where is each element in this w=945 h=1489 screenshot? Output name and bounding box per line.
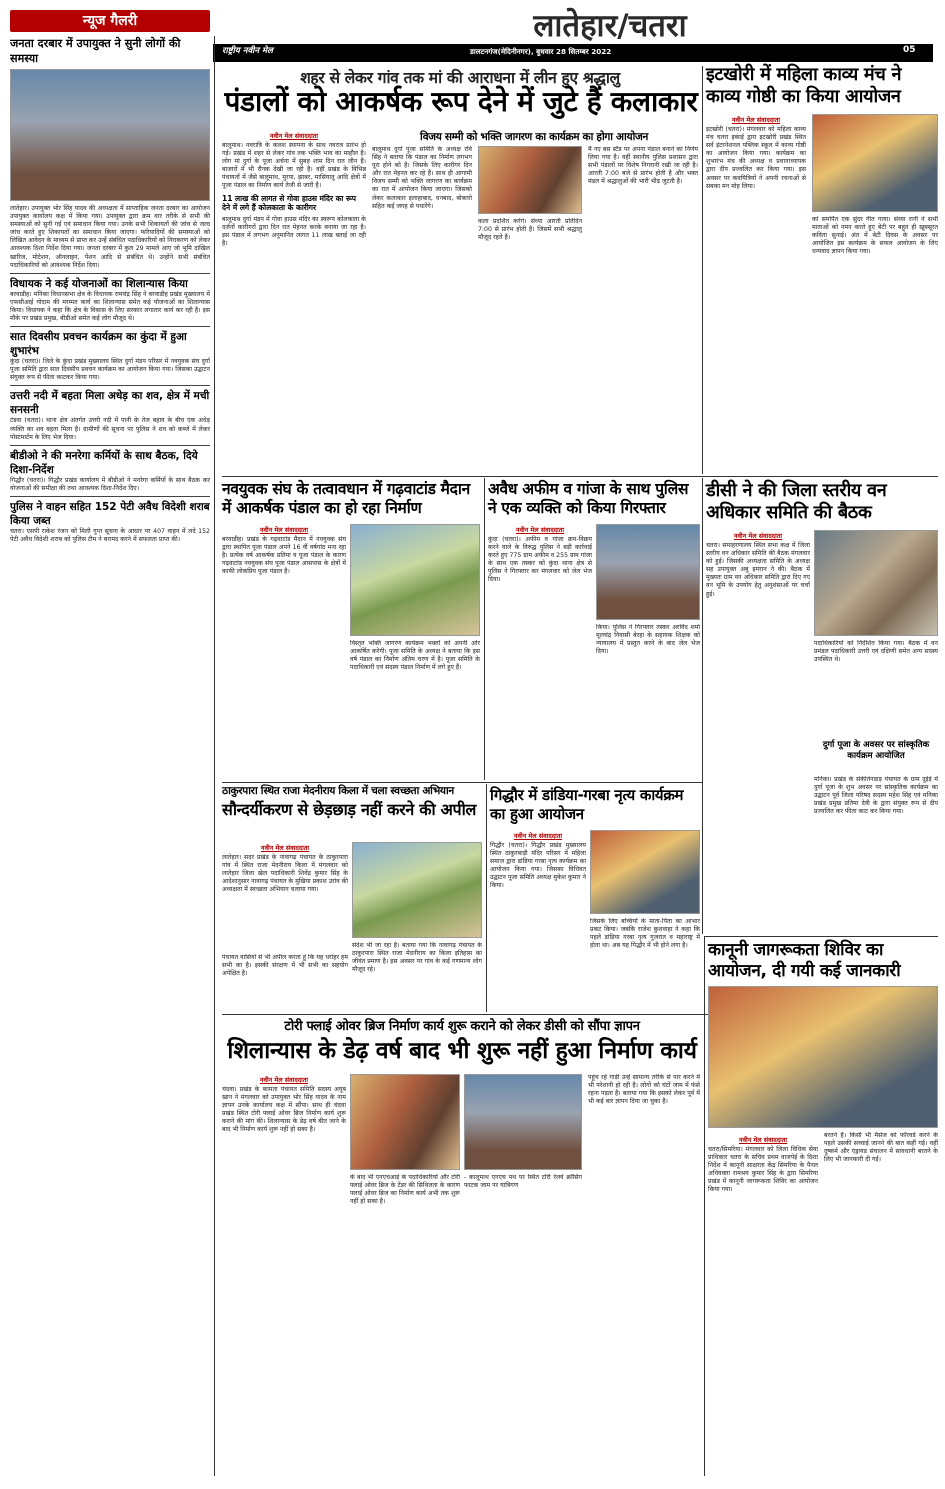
lead2-headline: विजय सम्मी को भक्ति जागरण का कार्यक्रम का होगा आयोजन (419, 131, 649, 143)
navyuvak-col-a (222, 522, 346, 780)
dc-col-a (706, 528, 810, 834)
tori-caption: - कालूमाथ एनएच पथ पर स्थित टोरी रेलवे क्रॉसिंग फाटक जाम पर यात्रिगण (464, 1174, 582, 1190)
gallery-body-6: चतरा। एसपी राकेश रंजन को मिली गुप्त सूचना के आधार पर 407 वाहन में लदे 152 पेटी अवैध विदेशी शराब को पुलिस टीम ने बरामद करने में सफलता प्राप्त की। (10, 527, 210, 543)
raja-col-c (352, 942, 482, 1012)
column-divider (704, 936, 705, 1476)
itkhori-byline: नवीन मेल संवाददाता (731, 116, 781, 124)
lead-kicker: शहर से लेकर गांव तक मां की आराधना में लीन हुए श्रद्धालु (300, 69, 620, 87)
itkhori-body-2: को समर्पित एक सुंदर गीत गाया। संध्या रानी ने सभी माताओं को नमन करते हुए बेटी पर बहुत ही खूबसूरत कविता सुनाई। अंत में बेटी दिवस के अवसर पर आयोजित इस कार्यक्रम के सफल आयोजन के लिए धन्यवाद ज्ञापन किया गया। (812, 216, 938, 256)
tori-byline: नवीन मेल संवाददाता (259, 1076, 309, 1084)
lead-body-2: बालूमाथ दुर्गा मंडप में गोवा हाउस मंदिर का स्वरूप कोलकाता के दर्जनों कारीगरों द्वारा दिन रात मेहनत करके बनाया जा रहा है। इस पंडाल में लगभग अनुमानित लागत 11 लाख बताई जा रही है। (222, 215, 366, 247)
navyuvak-body-2: विस्तृत भक्ति जागरण कार्यक्रम भक्तों को अपनी ओर आकर्षित करेगी। पूजा समिति के अध्यक्ष ने बताया कि इस वर्ष पंडाल का निर्माण अंतिम चरण में है। पूजा समिति के पदाधिकारी एवं सदस्य पंडाल निर्माण में लगे हुए हैं। (350, 640, 480, 672)
tori-body-2: के बाद भी एनएचआई के पदाधिकारियों और टोरी फ्लाई ओवर ब्रिज के टेंडर की सिथिलता के कारण फ्लाई ओवर ब्रिज का निर्माण कार्य अभी तक शुरू नहीं हो सका है। (350, 1174, 460, 1206)
page-number: 05 (903, 45, 916, 55)
raja-body-3: संदेश भी जा रहा है। बताया गया कि नावागढ़ पंचायत के ठाकुरपारा स्थित राजा मेदनीराय का किला इतिहास का जीवंत प्रमाण है। इस अवसर पर गांव के कई गणमान्य लोग मौजूद रहे। (352, 942, 482, 974)
durga-body-col (814, 776, 938, 934)
gallery-tag: न्यूज गैलरी (10, 10, 210, 32)
kanooni-byline: नवीन मेल संवाददाता (738, 1136, 788, 1144)
raja-body: लातेहार। सदर प्रखंड के नावागढ़ पंचायत के ठाकुरपारा गांव में स्थित राजा मेदनीराय किला में मंगलवार को लातेहार जिला खेल पदाधिकारी शिवेंद्र कुमार सिंह के आदेशानुसार नावागढ़ पंचायत के मुखिया प्रकाश उरांव की अध्यक्षता में स्वच्छता अभियान चलाया गया। (222, 854, 348, 894)
column-divider (484, 478, 485, 780)
dandiya-body-2: जिसके लिए बच्चियों के माता-पिता का आभार प्रकट किया। जबकि राजेश कुशवाहा ने कहा कि पहले डांडिया गरबा नृत्य गुजरात व महाराष्ट्र में होता था। अब यह गिद्धौर में भी होने लगा है। (590, 918, 700, 950)
brand-logo: राष्ट्रीय नवीन मेल (222, 46, 273, 56)
lead2-col-a (372, 146, 472, 474)
tori-photo-1 (350, 1074, 460, 1170)
navyuvak-col-b (350, 640, 480, 780)
raja-photo (352, 842, 482, 938)
column-divider (214, 36, 215, 1476)
itkhori-headline: इटखोरी में महिला काव्य मंच ने काव्य गोष्ठी का किया आयोजन (706, 64, 902, 107)
opium-byline: नवीन मेल संवाददाता (515, 526, 565, 534)
column-divider (702, 478, 703, 934)
tori-col-c (464, 1174, 582, 1472)
kanooni-body: चतरा/सिमरिया। मंगलवार को जिला विधिक सेवा प्राधिकार चतरा के सचिव प्रथम वाजपेई के दिशा निर्देश में कानूनी साक्षरता केंद्र सिमरिया के पैनल अधिवक्ता रामश्रय कुमार सिंह के द्वारा सिमरिया प्रखंड में कानूनी जागरूकता शिविर का आयोजन किया गया। (708, 1146, 818, 1194)
lead2-col-b (478, 218, 582, 474)
opium-photo (596, 524, 700, 620)
itkhori-body: इटखोरी (चतरा)। मंगलवार को महिला काव्य मंच चतरा इकाई द्वारा इटखोरी प्रखंड स्थित सर्व इंटरनेशनल पब्लिक स्कूल में काव्य गोष्ठी का आयोजन किया गया। कार्यक्रम का शुभारंभ मंच की अध्यक्ष व प्रधानाध्यापक द्वारा दीप प्रज्वलित कर किया गया। इस अवसर पर कवयित्रियों ने अपनी रचनाओं से सबका मन मोह लिया। (706, 126, 806, 190)
gallery-body-1: लातेहार। उपायुक्त भोर सिंह यादव की अध्यक्षता में साप्ताहिक जनता दरबार का आयोजन उपायुक्त कार्यालय कक्ष में किया गया। उपायुक्त द्वारा क्रम वार तरीके से सभी की समस्याओं को सुनी गई एवं समाधान किया गया। उनके सभी शिकायतों की जांच से जल्द जांच करते हुए शिकायतों का समाधान किया जाएगा। फरियादियों की समस्याओं को लिखित आवेदन के माध्यम से प्राप्त कर उन्हें संबंधित पदाधिकारियों को निराकरण को लेकर आवश्यक दिशा निर्देश दिया गया। जनता दरबार में कुल 29 मामले आए जो भूमि दाखिल खारिज, मोटेशन, ऑनलाइन, पेंशन आदि से संबंधित थे। उन्होंने सभी संबंधित पदाधिकारियों को आवश्यक निर्देश दिया। (10, 205, 210, 269)
lead-headline: पंडालों को आकर्षक रूप देने में जुटे हैं कलाकार (224, 85, 698, 118)
gallery-column (10, 36, 210, 1456)
row-divider (222, 782, 702, 783)
raja-headline: सौन्दर्यीकरण से छेड़छाड़ नहीं करने की अपील (222, 800, 477, 819)
column-divider (486, 784, 487, 1012)
tori-body-3: पहुंच रहे गाड़ी उन्हें सामान्य तरीके से पार करने में भी परेशानी हो रही है। लोगों को घंटों जाम में फंसे रहना पड़ता है। बताया गया कि इसको लेकर पूर्व में भी कई बार ज्ञापन दिया जा चुका है। (588, 1074, 700, 1106)
dandiya-col-b (590, 918, 700, 1012)
lead-byline: नवीन मेल संवाददाता (269, 132, 319, 140)
column-divider (702, 66, 703, 474)
gallery-headline-5: बीडीओ ने की मनरेगा कर्मियों के साथ बैठक, दिये दिशा-निर्देश (10, 445, 210, 477)
lead2-body: बालूमाथ दुर्गा पूजा समिति के अध्यक्ष रवि सिंह ने बताया कि पंडाल का निर्माण लगभग पूरा होने को है। जिसके लिए कारीगर दिन और रात मेहनत कर रहे हैं। साथ ही आगामी विजय सम्मी को भक्ति जागरण का कार्यक्रम का रात में आयोजन किया जाएगा। जिसको लेकर कलाकार इलाहाबाद, धनबाद, बोकारो सहित कई जगह से पधारेंगे। (372, 146, 472, 210)
gallery-body-3: कुंदा (चतरा)। जिले के कुंदा प्रखंड मुख्यालय स्थित दुर्गा मंडप परिसर में नवयुवक संघ दुर्गा पूजा समिति द्वारा सात दिवसीय प्रवचन कार्यक्रम का आयोजन किया गया। जिसका उद्घाटन संयुक्त रूप से फीता काटकर किया गया। (10, 358, 210, 382)
gallery-body-5: गिद्धौर (चतरा)। गिद्धौर प्रखंड कार्यालय में बीडीओ ने मनरेगा कर्मियों के साथ बैठक कर योजनाओं की समीक्षा की तथा आवश्यक दिशा-निर्देश दिए। (10, 476, 210, 492)
dc-byline: नवीन मेल संवाददाता (733, 532, 783, 540)
dandiya-byline: नवीन मेल संवाददाता (513, 832, 563, 840)
dandiya-headline: गिद्धौर में डांडिया-गरबा नृत्य कार्यक्रम का हुआ आयोजन (490, 786, 684, 823)
dc-col-b (814, 640, 938, 736)
pandal-photo (478, 146, 582, 214)
dandiya-col-a (490, 828, 586, 1012)
gallery-headline-6: पुलिस ने वाहन सहित 152 पेटी अवैध विदेशी शराब किया जब्त (10, 496, 210, 528)
tori-col-b (350, 1174, 460, 1472)
gallery-headline-3: सात दिवसीय प्रवचन कार्यक्रम का कुंदा में हुआ शुभारंभ (10, 326, 210, 358)
lead-column (222, 128, 366, 473)
kanooni-photo (708, 986, 938, 1128)
gallery-body-4: टंडवा (चतरा)। थाना क्षेत्र अंतर्गत उत्तरी नदी में पानी के तेज बहाव के बीच एक अधेड़ व्यक्ति का शव बहता मिला है। ग्रामीणों की सूचना पर पुलिस ने शव को कब्जे में लेकर पोस्टमार्टम के लिए भेज दिया। (10, 417, 210, 441)
kanooni-headline: कानूनी जागरूकता शिविर का आयोजन, दी गयी कई जानकारी (708, 940, 901, 981)
opium-headline: अवैध अफीम व गांजा के साथ पुलिस ने एक व्यक्ति को किया गिरफ्तार (488, 480, 689, 517)
navyuvak-photo (350, 524, 480, 636)
navyuvak-headline: नवयुवक संघ के तत्वावधान में गढ़वाटांड मैदान में आकर्षक पंडाल का हो रहा निर्माण (222, 480, 470, 517)
itkhori-col-a (706, 112, 806, 474)
row-divider (222, 476, 938, 477)
gallery-headline-2: विधायक ने कई योजनाओं का शिलान्यास किया (10, 273, 210, 291)
itkhori-col-b (812, 216, 938, 474)
raja-byline: नवीन मेल संवाददाता (260, 844, 310, 852)
lead-subhead: 11 लाख की लागत से गोवा हाउस मंदिर का रूप देने में लगे हैं कोलकाता के कारीगर (222, 193, 357, 213)
tori-col-d (588, 1074, 700, 1472)
gallery-headline-1: जनता दरबार में उपायुक्त ने सुनी लोगों की समस्या (10, 37, 181, 65)
tori-headline: शिलान्यास के डेढ़ वर्ष बाद भी शुरू नहीं हुआ निर्माण कार्य (227, 1038, 697, 1064)
section-title: लातेहार/चतरा (533, 8, 687, 44)
dc-body: चतरा। समाहरणालय स्थित सभा कक्ष में जिला स्तरीय वन अधिकार समिति की बैठक मंगलवार को हुई। जिसकी अध्यक्षता समिति के अध्यक्ष सह उपायुक्त अबु इमरान ने की। बैठक में मुख्यतः ग्राम वन अधिकार समिति द्वारा दिए गए वन भूमि के उपयोग हेतु अनुशंसाओं पर चर्चा हुई। (706, 542, 810, 598)
navyuvak-byline: नवीन मेल संवाददाता (259, 526, 309, 534)
dc-photo (814, 530, 938, 636)
lead2-caption: कला प्रदर्शित करेंगे। संध्या आरती प्रतिदिन 7:00 से प्रारंभ होती है। जिसमें सभी श्रद्धालु मौजूद रहते हैं। (478, 218, 582, 242)
raja-kicker: ठाकुरपारा स्थित राजा मेदनीराय किला में चला स्वच्छता अभियान (222, 785, 454, 797)
raja-col-a (222, 840, 348, 950)
dateline: डालटनगंज(मेदिनीनगर), बुधवार 28 सितम्बर 2022 (470, 47, 612, 56)
lead2-body-3: मैं नए बस स्टैंड पर अपना पंडाल बनाने का निर्णय लिया गया है। वहीं स्थानीय पुलिस प्रशासन द्वारा सभी पंडालों पर विशेष निगरानी रखी जा रही है। आरती 7:00 बजे से प्रारंभ होती है और भक्त मंडल में श्रद्धालुओं की भारी भीड़ जुटती है। (588, 146, 698, 186)
gallery-body-2: बरवाडीह। मनिका विधानसभा क्षेत्र के विधायक रामचंद्र सिंह ने बरवाडीह प्रखंड मुख्यालय में एफसीआई गोदाम की मरम्मत कार्य का शिलान्यास समेत कई योजनाओं का शिलान्यास किया। विधायक ने कहा कि क्षेत्र के विकास के लिए सरकार लगातार कार्य कर रही है। इस मौके पर प्रखंड प्रमुख, बीडीओ समेत कई लोग मौजूद थे। (10, 290, 210, 323)
tori-photo-2 (464, 1074, 582, 1170)
durga-subhead: दुर्गा पूजा के अवसर पर सांस्कृतिक कार्यक्रम आयोजित (822, 740, 930, 761)
raja-col-b (222, 954, 348, 1012)
raja-body-2: पंचायत वासियों से भी अपील करता हूं कि यह धरोहर हम सभी का है। इसकी संरक्षण में भी सभी का सहयोग अपेक्षित है। (222, 954, 348, 978)
itkhori-photo (812, 114, 938, 212)
opium-body: कुंदा (चतरा)। अफीम व गांजा क्रय-विक्रय करने वाले के विरुद्ध पुलिस ने बड़ी कार्रवाई करते हुए 775 ग्राम अफीम व 255 ग्राम गांजा के साथ एक तस्कर को कुंदा थाना क्षेत्र से पुलिस ने गिरफ्तार कर मंगलवार को जेल भेज दिया। (488, 536, 592, 584)
navyuvak-body: बरवाडीह। प्रखंड के गढ़वाटांड मैदान में नवयुवक संघ द्वारा स्थापित पूजा पंडाल अपने 16 वीं वर्षगांठ मना रहा है। प्रत्येक वर्ष आकर्षक प्रतिमा व पूजा पंडाल के कारण गढ़वाटांड नवयुवक संघ पूजा पंडाल आसपास के क्षेत्रों में काफी लोकप्रिय पूजा पंडाल है। (222, 536, 346, 576)
kanooni-col-b (824, 1132, 938, 1472)
row-divider (704, 936, 938, 937)
durga-body: मनिका। प्रखंड के संकीर्तनडाड़ पंचायत के ग्राम दुईई में दुर्गा पूजा के शुभ अवसर पर सांस्कृतिक कार्यक्रम का उद्घाटन पूर्व जिला परिषद सदस्य महेश सिंह एवं मनिका प्रखंड प्रमुख प्रतिमा देवी के द्वारा संयुक्त रूप से दीप प्रज्वलित कर फीता काट कर किया गया। (814, 776, 938, 816)
gallery-headline-4: उत्तरी नदी में बहता मिला अधेड़ का शव, क्षेत्र में मची सनसनी (10, 385, 210, 417)
gallery-photo-1 (10, 69, 210, 201)
tori-kicker: टोरी फ्लाई ओवर ब्रिज निर्माण कार्य शुरू कराने को लेकर डीसी को सौंपा ज्ञापन (284, 1019, 640, 1034)
dc-body-2: पदाधिकारियों को निर्देशित किया गया। बैठक में वन प्रमंडल पदाधिकारी उत्तरी एवं दक्षिणी समेत अन्य सदस्य उपस्थित थे। (814, 640, 938, 664)
tori-col-a (222, 1072, 346, 1472)
dandiya-body: गिद्धौर (चतरा)। गिद्धौर प्रखंड मुख्यालय स्थित ठाकुरबाड़ी मंदिर परिसर में महिला समाज द्वारा डांडिया गरबा नृत्य कार्यक्रम का आयोजन किया गया। जिसका विधिवत उद्घाटन पूजा समिति अध्यक्ष मुकेश कुमार ने किया। (490, 842, 586, 890)
opium-col-b (596, 624, 700, 780)
lead2-col-c (588, 146, 698, 474)
dandiya-photo (590, 830, 700, 914)
kanooni-body-2: बरतने हैं। किसी भी मैसेज को फॉरवर्ड करने के पहले उसकी सच्चाई जानने की बात कहीं गई। वहीं दुष्कर्म और एंड्रायड संचालन में सावधानी बरतने के लिए भी जानकारी दी गई। (824, 1132, 938, 1164)
opium-col-a (488, 522, 592, 780)
dc-headline: डीसी ने की जिला स्तरीय वन अधिकार समिति की बैठक (706, 480, 887, 523)
lead-body: बालूमाथ। नवरात्रि के कलश स्थापना के साथ नवरात्र प्रारंभ हो गई। प्रखंड में शहर से लेकर गांव तक भक्ति भाव का माहौल है। लोग मां दुर्गा के पूजा अर्चना में सुबह शाम दिन रात लीन हैं। बाजारों में भी रौनक देखी जा रही है। वहीं प्रखंड के विभिन्न पंचायतों में जैसे बालूमाथ, मुरपा, झाबर, मासियातू आदि क्षेत्रों में पूजा पंडाल का निर्माण कार्य तेजी से जारी है। (222, 142, 366, 190)
tori-body: चंदवा। प्रखंड के कामता पंचायत समिति सदस्य अयूब खान ने मंगलवार को उपायुक्त भोर सिंह यादव के नाम ज्ञापन उनके कार्यालय कक्ष में सौंपा। साथ ही चंदवा प्रखंड स्थित टोरी फ्लाई ओवर ब्रिज निर्माण कार्य शुरू कराने की मांग की। शिलान्यास के डेढ़ वर्ष बीत जाने के बाद भी निर्माण कार्य शुरू नहीं हो सका है। (222, 1086, 346, 1134)
kanooni-col-a (708, 1132, 818, 1472)
opium-body-2: किया। पुलिस ने गिरफ्तार तस्कर अरविंद शर्मा मूलचंद्र निवासी बेरहा के सहायक शिक्षक को न्यायालय में प्रस्तुत करने के बाद जेल भेज दिया। (596, 624, 700, 656)
